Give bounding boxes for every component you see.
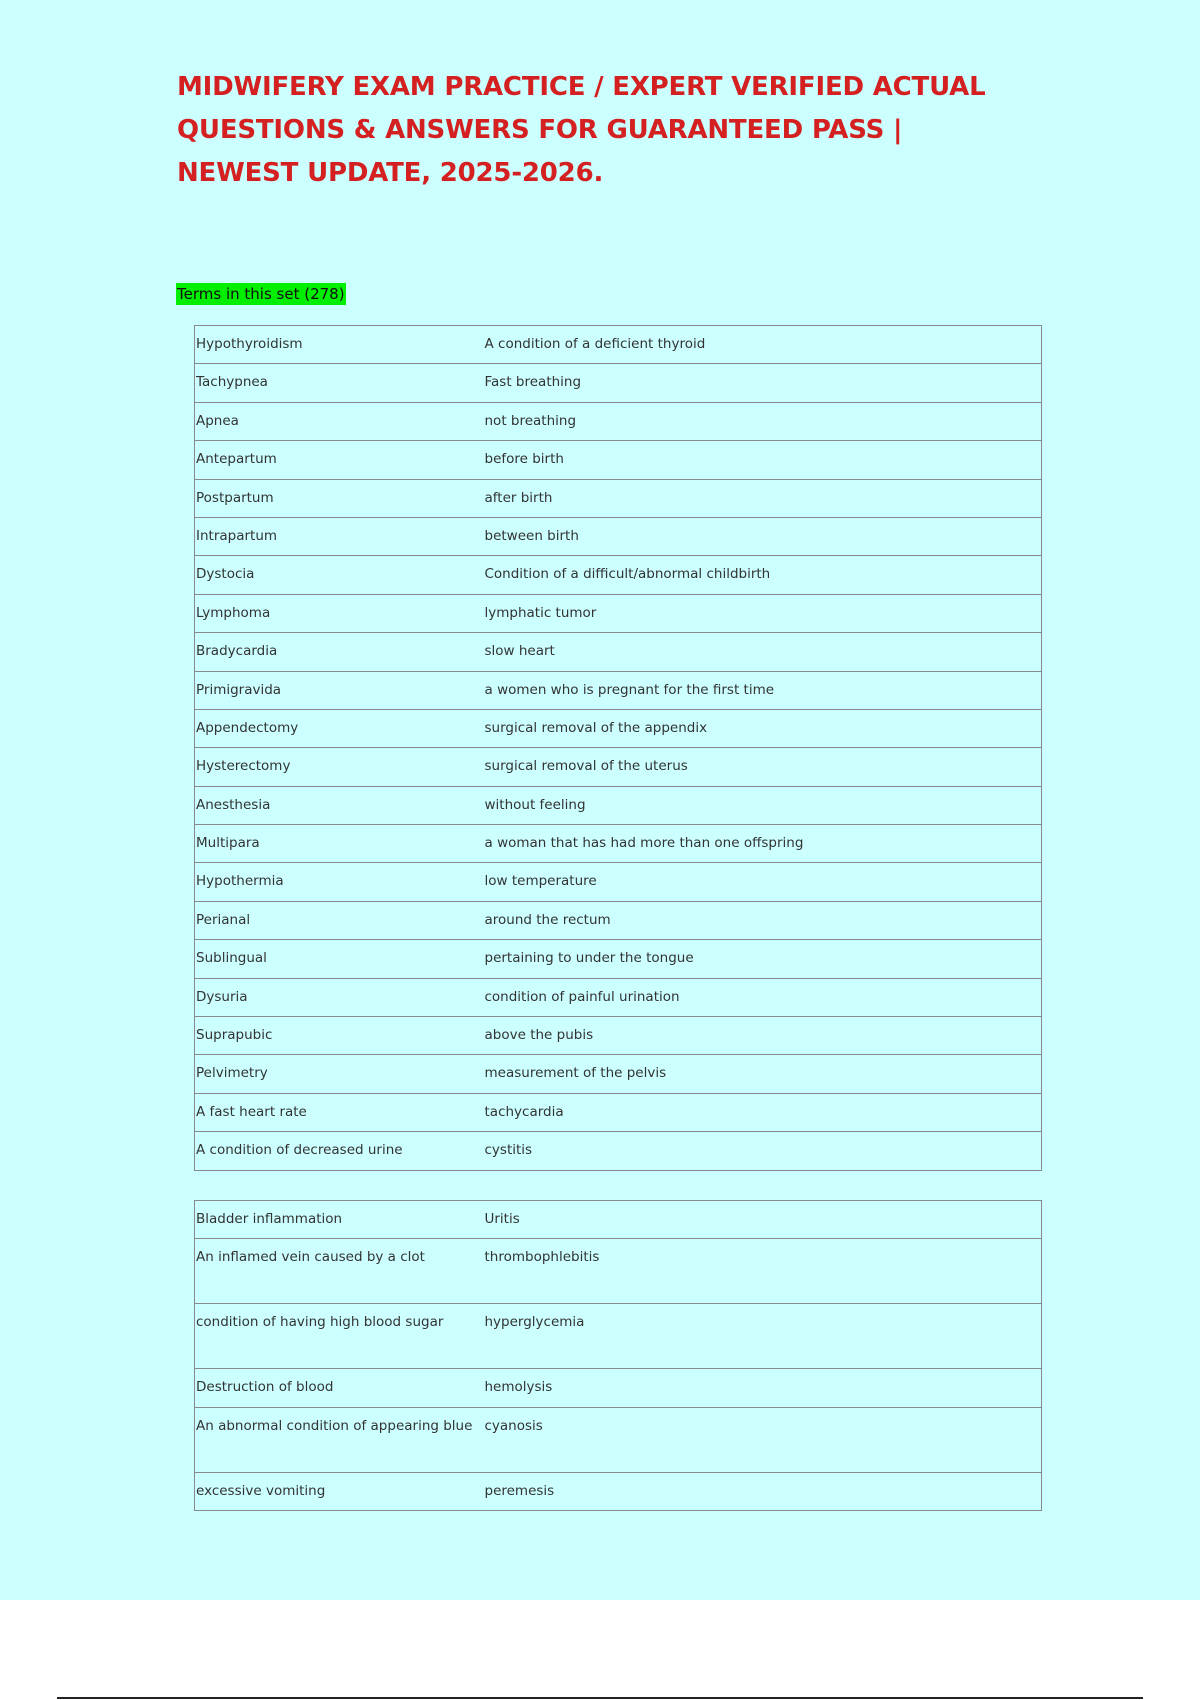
definition-cell: without feeling <box>485 786 1042 824</box>
term-cell: Bradycardia <box>195 633 485 671</box>
definition-cell: tachycardia <box>485 1093 1042 1131</box>
term-cell: excessive vomiting <box>195 1472 485 1510</box>
definition-cell: cystitis <box>485 1132 1042 1170</box>
term-cell: Antepartum <box>195 441 485 479</box>
definition-cell: around the rectum <box>485 901 1042 939</box>
terms-count-label: Terms in this set (278) <box>177 285 345 303</box>
table-row <box>195 940 1042 978</box>
definition-cell: low temperature <box>485 863 1042 901</box>
term-cell: Appendectomy <box>195 709 485 747</box>
table-row <box>195 633 1042 671</box>
table-row <box>195 863 1042 901</box>
definition-cell: cyanosis <box>485 1407 1042 1472</box>
table-row <box>195 1132 1042 1170</box>
term-cell: Pelvimetry <box>195 1055 485 1093</box>
term-cell: condition of having high blood sugar <box>195 1304 485 1369</box>
table-row <box>195 1093 1042 1131</box>
table-row <box>195 1201 1042 1239</box>
definition-cell: hyperglycemia <box>485 1304 1042 1369</box>
term-cell: An abnormal condition of appearing blue <box>195 1407 485 1472</box>
table-row <box>195 671 1042 709</box>
definition-cell: a woman that has had more than one offspring <box>485 825 1042 863</box>
term-cell: A condition of decreased urine <box>195 1132 485 1170</box>
term-cell: Hypothyroidism <box>195 326 485 364</box>
term-cell: Perianal <box>195 901 485 939</box>
table-row <box>195 556 1042 594</box>
footer-divider <box>57 1697 1143 1699</box>
definition-cell: not breathing <box>485 402 1042 440</box>
definition-cell: measurement of the pelvis <box>485 1055 1042 1093</box>
term-cell: Apnea <box>195 402 485 440</box>
term-cell: Intrapartum <box>195 517 485 555</box>
table-row <box>195 402 1042 440</box>
definition-cell: thrombophlebitis <box>485 1239 1042 1304</box>
table-row <box>195 1239 1042 1304</box>
table-row <box>195 479 1042 517</box>
term-cell: Dystocia <box>195 556 485 594</box>
term-cell: Postpartum <box>195 479 485 517</box>
term-cell: Sublingual <box>195 940 485 978</box>
term-cell: Tachypnea <box>195 364 485 402</box>
document-title: MIDWIFERY EXAM PRACTICE / EXPERT VERIFIED ACTUAL QUESTIONS & ANSWERS FOR GUARANTEED PASS | NEWEST UPDATE, 2025-2026. <box>177 72 986 188</box>
table-row <box>195 1369 1042 1407</box>
definition-cell: between birth <box>485 517 1042 555</box>
definition-cell: a women who is pregnant for the first time <box>485 671 1042 709</box>
definition-cell: after birth <box>485 479 1042 517</box>
term-cell: An inflamed vein caused by a clot <box>195 1239 485 1304</box>
definition-cell: surgical removal of the appendix <box>485 709 1042 747</box>
table-row <box>195 748 1042 786</box>
table-row <box>195 978 1042 1016</box>
table-row <box>195 1472 1042 1510</box>
table-row <box>195 1017 1042 1055</box>
definition-cell: Uritis <box>485 1201 1042 1239</box>
table-row <box>195 786 1042 824</box>
table-row <box>195 1055 1042 1093</box>
table-row <box>195 441 1042 479</box>
term-cell: Multipara <box>195 825 485 863</box>
table-row <box>195 825 1042 863</box>
table-row <box>195 1407 1042 1472</box>
definition-cell: pertaining to under the tongue <box>485 940 1042 978</box>
table-row <box>195 901 1042 939</box>
term-cell: Dysuria <box>195 978 485 1016</box>
terms-table-2 <box>194 1200 1042 1511</box>
table-row <box>195 364 1042 402</box>
definition-cell: A condition of a deficient thyroid <box>485 326 1042 364</box>
term-cell: A fast heart rate <box>195 1093 485 1131</box>
definition-cell: Condition of a difficult/abnormal childbirth <box>485 556 1042 594</box>
definition-cell: hemolysis <box>485 1369 1042 1407</box>
term-cell: Suprapubic <box>195 1017 485 1055</box>
term-cell: Hysterectomy <box>195 748 485 786</box>
definition-cell: condition of painful urination <box>485 978 1042 1016</box>
table-row <box>195 1304 1042 1369</box>
table-row <box>195 326 1042 364</box>
terms-table-1 <box>194 325 1042 1171</box>
definition-cell: before birth <box>485 441 1042 479</box>
term-cell: Destruction of blood <box>195 1369 485 1407</box>
term-cell: Bladder inflammation <box>195 1201 485 1239</box>
definition-cell: peremesis <box>485 1472 1042 1510</box>
definition-cell: above the pubis <box>485 1017 1042 1055</box>
definition-cell: Fast breathing <box>485 364 1042 402</box>
term-cell: Hypothermia <box>195 863 485 901</box>
definition-cell: lymphatic tumor <box>485 594 1042 632</box>
table-row <box>195 517 1042 555</box>
term-cell: Primigravida <box>195 671 485 709</box>
term-cell: Anesthesia <box>195 786 485 824</box>
table-row <box>195 594 1042 632</box>
term-cell: Lymphoma <box>195 594 485 632</box>
definition-cell: slow heart <box>485 633 1042 671</box>
definition-cell: surgical removal of the uterus <box>485 748 1042 786</box>
table-row <box>195 709 1042 747</box>
